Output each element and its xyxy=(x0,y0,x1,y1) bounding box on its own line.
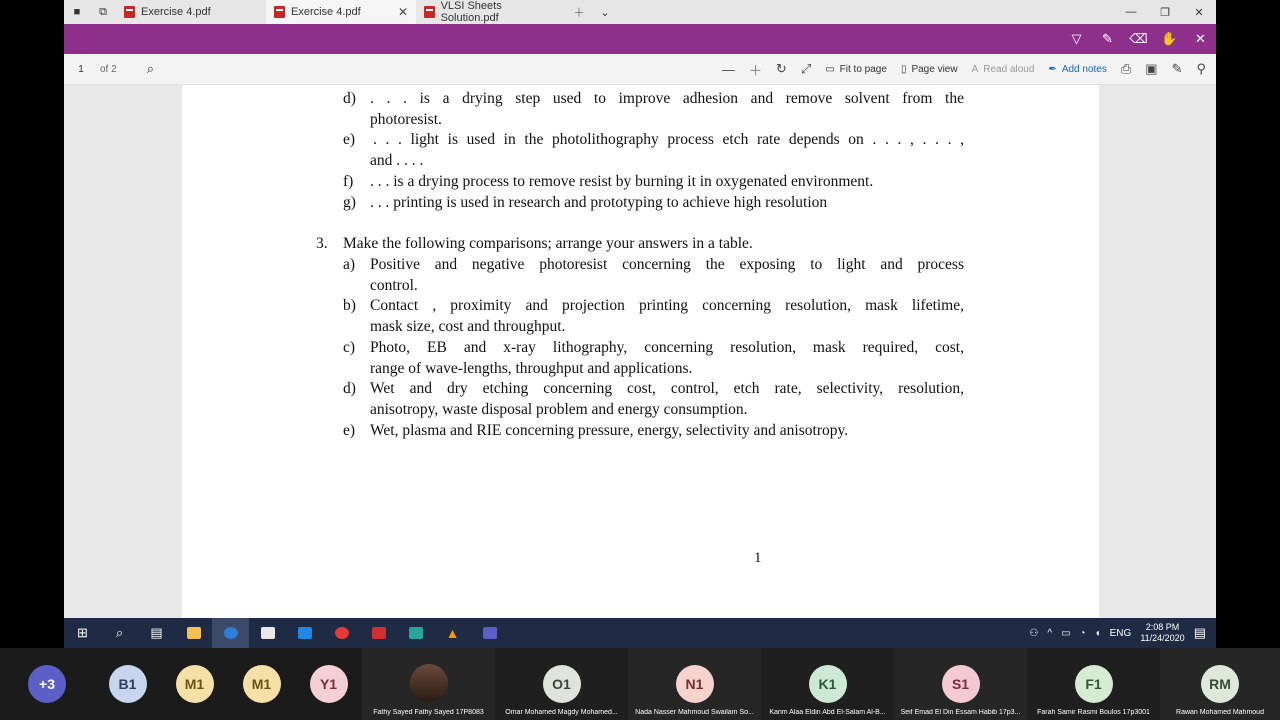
maximize-icon[interactable]: ❐ xyxy=(1160,6,1170,19)
ink-toolbar xyxy=(64,24,1216,54)
participant-name: Farah Samir Rasmi Boulos 17p3001 xyxy=(1037,709,1150,716)
eraser-icon[interactable]: ⌫ xyxy=(1129,31,1148,46)
pdf-page xyxy=(182,85,1099,618)
tab-label: VLSI Sheets Solution.pdf xyxy=(440,0,502,24)
participant-avatar: Y1 xyxy=(310,665,348,703)
fullscreen-icon[interactable]: ⤢ xyxy=(800,61,812,76)
volume-icon[interactable]: ◖ xyxy=(1094,627,1101,639)
tab-label: Exercise 4.pdf xyxy=(141,6,211,18)
participant-avatar: B1 xyxy=(109,665,147,703)
item-text-cont: range of wave-lengths, throughput and applications. xyxy=(370,360,693,377)
participant-avatar: M1 xyxy=(176,665,214,703)
item-letter: a) xyxy=(343,256,356,273)
close-tab-icon[interactable]: ✕ xyxy=(397,5,408,19)
close-window-icon[interactable]: ✕ xyxy=(1194,6,1204,19)
item-letter: d) xyxy=(343,380,356,397)
add-notes-label: Add notes xyxy=(1061,63,1107,75)
participant-tile[interactable] xyxy=(761,648,894,720)
edge-icon[interactable] xyxy=(212,618,249,648)
participant-tile[interactable] xyxy=(1160,648,1280,720)
people-icon[interactable]: ⚇ xyxy=(1029,627,1039,639)
tab-exercise-4-active[interactable] xyxy=(266,0,416,24)
rotate-icon[interactable]: ↻ xyxy=(775,61,787,76)
participant-tile[interactable] xyxy=(894,648,1027,720)
item-letter: b) xyxy=(343,297,356,314)
new-tab-icon[interactable]: ＋ xyxy=(573,7,585,19)
participants-strip xyxy=(0,648,1280,720)
participant-name: Omar Mohamed Magdy Mohamed... xyxy=(505,709,618,716)
item-text: Wet, plasma and RIE concerning pressure, energy, selectivity and anisotropy. xyxy=(370,422,849,439)
page-view-label: Page view xyxy=(911,63,958,75)
participant-tile[interactable] xyxy=(1027,648,1160,720)
zoom-out-icon[interactable]: — xyxy=(721,61,735,77)
page-view-icon: ▯ xyxy=(900,63,907,75)
item-text: Photo, EB and x-ray lithography, concerning resolution, mask required, cost, xyxy=(370,339,964,356)
item-letter: g) xyxy=(343,194,356,211)
fit-to-page-button[interactable] xyxy=(825,64,887,75)
pdf-toolbar xyxy=(64,54,1216,85)
window-controls xyxy=(1114,6,1216,19)
page-footer-number: 1 xyxy=(754,550,762,566)
tab-exercise-4-first[interactable] xyxy=(116,0,266,24)
chevron-up-icon[interactable]: ^ xyxy=(1047,627,1053,639)
pdf-icon xyxy=(124,6,135,18)
highlighter-icon[interactable]: ✎ xyxy=(1102,31,1113,46)
item-text: . . . light is used in the photolithography process etch rate depends on . . . , . . . , xyxy=(373,131,964,148)
windows-start-icon[interactable]: ⊞ xyxy=(77,625,88,640)
item-text-cont: photoresist. xyxy=(370,111,442,128)
file-explorer-icon[interactable] xyxy=(175,618,212,648)
pen-notes-icon: ✒ xyxy=(1048,63,1057,75)
item-letter: e) xyxy=(343,131,356,148)
question-number: 3. xyxy=(316,235,328,252)
tabs-aside-icon[interactable]: ⧉ xyxy=(99,5,107,18)
teams-icon[interactable] xyxy=(471,618,508,648)
task-view-icon[interactable]: ▤ xyxy=(150,625,163,640)
participant-avatar: O1 xyxy=(543,665,581,703)
save-as-icon[interactable]: ✎ xyxy=(1171,61,1183,76)
participant-name: Seif Emad El Din Essam Habib 17p3... xyxy=(900,709,1021,716)
item-text-cont: control. xyxy=(370,277,418,294)
participant-name: Karim Alaa Eldin Abd El-Salam Al-B... xyxy=(769,709,886,716)
question-title: Make the following comparisons; arrange your answers in a table. xyxy=(343,235,753,252)
participant-tile[interactable] xyxy=(295,648,362,720)
print-icon[interactable]: ⎙ xyxy=(1120,61,1132,76)
store-icon[interactable] xyxy=(249,618,286,648)
pen-icon[interactable]: ▽ xyxy=(1071,31,1082,46)
participant-tile[interactable] xyxy=(94,648,161,720)
document-viewport[interactable] xyxy=(64,85,1216,618)
participant-tile[interactable] xyxy=(0,648,94,720)
language-indicator[interactable]: ENG xyxy=(1109,627,1132,639)
participant-name: Rawan Mohamed Mahmoud xyxy=(1176,709,1264,716)
participant-avatar: S1 xyxy=(942,665,980,703)
search-icon[interactable]: ⌕ xyxy=(115,625,124,640)
page-count: of 2 xyxy=(100,63,117,75)
read-aloud-label: Read aloud xyxy=(983,63,1035,75)
search-icon[interactable]: ⌕ xyxy=(146,61,154,76)
participant-avatar: K1 xyxy=(809,665,847,703)
item-letter: e) xyxy=(343,422,356,439)
page-number-input[interactable]: 1 xyxy=(78,63,84,75)
participant-avatar: M1 xyxy=(243,665,281,703)
item-text: Wet and dry etching concerning cost, control, etch rate, selectivity, resolution, xyxy=(370,380,964,397)
vlc-icon[interactable]: ▲ xyxy=(445,625,460,641)
add-notes-button[interactable] xyxy=(1048,64,1106,75)
save-icon[interactable]: ▣ xyxy=(1145,61,1158,76)
tab-vlsi-sheets[interactable] xyxy=(416,0,566,24)
pdf-icon xyxy=(274,6,285,18)
item-text: Positive and negative photoresist concerning the exposing to light and process xyxy=(370,256,964,273)
participant-avatar: N1 xyxy=(676,665,714,703)
notifications-icon[interactable]: ▤ xyxy=(1193,625,1206,640)
app-icon[interactable] xyxy=(397,618,434,648)
item-text: . . . is a drying process to remove resist by burning it in oxygenated environment. xyxy=(370,173,874,190)
participant-tile[interactable] xyxy=(161,648,228,720)
read-aloud-icon: A xyxy=(971,63,979,75)
fit-page-icon: ▭ xyxy=(825,63,835,75)
clock-date: 11/24/2020 xyxy=(1140,633,1185,643)
participant-name: Nada Nasser Mahmoud Swailam So... xyxy=(635,709,754,716)
pdf-icon xyxy=(424,6,435,18)
pin-toolbar-icon[interactable]: ⚲ xyxy=(1196,61,1206,76)
item-text: . . . printing is used in research and prototyping to achieve high resolution xyxy=(370,194,828,211)
participant-tile[interactable] xyxy=(495,648,628,720)
read-aloud-button[interactable] xyxy=(972,64,1035,75)
participant-tile[interactable] xyxy=(628,648,761,720)
minimize-icon[interactable]: — xyxy=(1125,5,1137,18)
chevron-down-icon[interactable]: ⌄ xyxy=(600,6,610,19)
item-text-cont: anisotropy, waste disposal problem and energy consumption. xyxy=(370,401,748,418)
acrobat-icon[interactable] xyxy=(360,618,397,648)
pdf-tools xyxy=(722,60,1216,79)
windows-taskbar xyxy=(64,618,1216,648)
item-letter: f) xyxy=(343,173,354,190)
close-ink-icon[interactable]: ✕ xyxy=(1195,31,1206,46)
item-text-cont: mask size, cost and throughput. xyxy=(370,318,566,335)
zoom-in-icon[interactable]: ＋ xyxy=(748,62,762,78)
network-icon[interactable]: ◔ xyxy=(1079,627,1086,639)
item-letter: c) xyxy=(343,339,356,356)
item-text-cont: and . . . . xyxy=(370,152,424,169)
item-text: . . . is a drying step used to improve adhesion and remove solvent from the xyxy=(370,90,964,107)
participant-name: Fathy Sayed Fathy Sayed 17P8083 xyxy=(373,709,484,716)
participant-tile[interactable] xyxy=(362,648,495,720)
tab-actions-icon[interactable]: ■ xyxy=(73,6,81,18)
chrome-icon[interactable] xyxy=(323,618,360,648)
tab-bar xyxy=(64,0,1216,24)
participant-avatar: RM xyxy=(1201,665,1239,703)
edge-browser-window xyxy=(64,0,1216,618)
clock[interactable] xyxy=(1140,622,1184,644)
system-tray xyxy=(1029,622,1216,644)
participant-photo xyxy=(410,664,448,702)
fit-to-page-label: Fit to page xyxy=(839,63,887,75)
participant-tile[interactable] xyxy=(228,648,295,720)
clock-time: 2:08 PM xyxy=(1145,622,1180,632)
tab-label: Exercise 4.pdf xyxy=(291,6,361,18)
mail-icon[interactable] xyxy=(286,618,323,648)
participant-avatar: +3 xyxy=(28,665,66,703)
touch-writing-icon[interactable]: ✋ xyxy=(1161,31,1178,46)
item-letter: d) xyxy=(343,90,356,107)
participant-avatar: F1 xyxy=(1075,665,1113,703)
battery-icon[interactable]: ▭ xyxy=(1061,627,1071,639)
page-view-button[interactable] xyxy=(901,64,958,75)
item-text: Contact , proximity and projection printing concerning resolution, mask lifetime, xyxy=(370,297,964,314)
